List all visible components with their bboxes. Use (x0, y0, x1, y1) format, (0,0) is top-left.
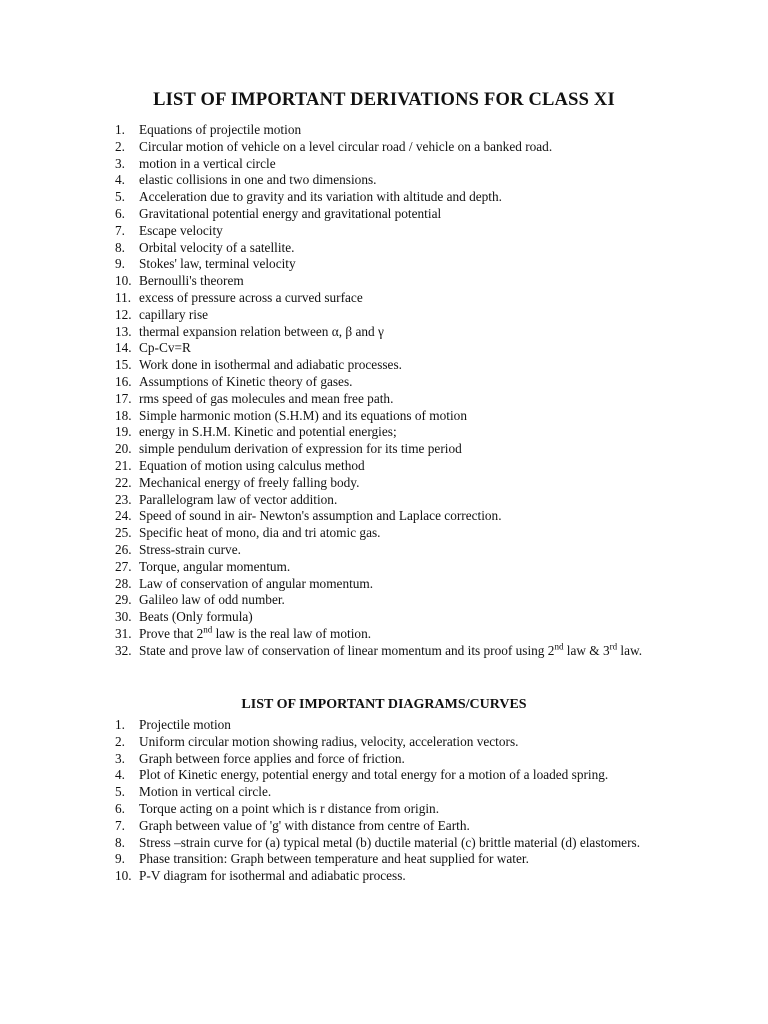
item-number: 29. (115, 592, 132, 608)
item-number: 1. (115, 717, 125, 732)
text-part: law. (617, 642, 643, 658)
item-number: 22. (115, 474, 132, 490)
list-item (115, 240, 675, 257)
item-number: 7. (115, 222, 125, 238)
item-text: Stress-strain curve. (139, 541, 241, 557)
item-text: Simple harmonic motion (S.H.M) and its equations of motion (139, 407, 467, 423)
item-number: 6. (115, 800, 125, 816)
list-item (115, 408, 675, 425)
item-number: 2. (115, 733, 125, 749)
item-text: motion in a vertical circle (139, 155, 276, 171)
list-item (115, 784, 675, 801)
item-number: 10. (115, 273, 132, 289)
superscript: nd (554, 641, 564, 652)
superscript: rd (609, 641, 618, 652)
list-item (115, 290, 675, 307)
item-number: 14. (115, 340, 132, 356)
list-item (115, 374, 675, 391)
list-item (115, 576, 675, 593)
item-number: 1. (115, 122, 125, 137)
page-title: LIST OF IMPORTANT DERIVATIONS FOR CLASS XI (153, 90, 615, 110)
section-heading: LIST OF IMPORTANT DIAGRAMS/CURVES (241, 697, 527, 712)
text-part: Prove that 2 (139, 625, 204, 641)
text-part: law is the real law of motion. (212, 625, 372, 641)
item-number: 9. (115, 256, 125, 272)
item-text (139, 643, 675, 660)
list-item (115, 559, 675, 576)
item-text: energy in S.H.M. Kinetic and potential energies; (139, 424, 397, 440)
item-text: Work done in isothermal and adiabatic processes. (139, 357, 402, 373)
item-text: Cp-Cv=R (139, 340, 191, 356)
item-text: Stress –strain curve for (a) typical metal (b) ductile material (c) brittle material (d) elastomers. (139, 834, 641, 850)
list-item (115, 734, 675, 751)
list-item (115, 256, 675, 273)
item-number: 2. (115, 138, 125, 154)
list-item (115, 458, 675, 475)
item-text: Law of conservation of angular momentum. (139, 575, 374, 591)
list-item (115, 767, 675, 784)
list-item (115, 542, 675, 559)
item-number: 13. (115, 323, 132, 339)
item-text: Specific heat of mono, dia and tri atomic gas. (139, 525, 381, 541)
list-item (115, 340, 675, 357)
list-item (115, 122, 675, 139)
superscript: nd (203, 624, 213, 635)
list-item (115, 206, 675, 223)
item-number: 19. (115, 424, 132, 440)
list-item (115, 156, 675, 173)
item-text: Graph between value of 'g' with distance from centre of Earth. (139, 817, 470, 833)
item-text: rms speed of gas molecules and mean free path. (139, 390, 394, 406)
list-item (115, 424, 675, 441)
item-text: Speed of sound in air- Newton's assumption and Laplace correction. (139, 508, 502, 524)
item-text: Beats (Only formula) (139, 609, 253, 625)
item-text: excess of pressure across a curved surface (139, 289, 363, 305)
text-part: State and prove law of conservation of linear momentum and its proof using 2 (139, 642, 555, 658)
item-number: 15. (115, 357, 132, 373)
item-text: Uniform circular motion showing radius, velocity, acceleration vectors. (139, 733, 519, 749)
item-number: 12. (115, 306, 132, 322)
item-text: capillary rise (139, 306, 209, 322)
item-number: 21. (115, 457, 132, 473)
item-number: 10. (115, 868, 132, 884)
item-number: 5. (115, 189, 125, 205)
list-item (115, 508, 675, 525)
item-text: Phase transition: Graph between temperature and heat supplied for water. (139, 851, 529, 867)
item-text: Circular motion of vehicle on a level circular road / vehicle on a banked road. (139, 138, 553, 154)
item-text: Torque, angular momentum. (139, 558, 291, 574)
item-number: 5. (115, 784, 125, 800)
item-text: Graph between force applies and force of friction. (139, 750, 405, 766)
derivations-list (115, 122, 675, 660)
item-text: Equation of motion using calculus method (139, 457, 365, 473)
item-text (139, 626, 675, 643)
item-number: 20. (115, 441, 132, 457)
item-number: 3. (115, 155, 125, 171)
list-item (115, 525, 675, 542)
list-item (115, 609, 675, 626)
list-item (115, 357, 675, 374)
item-number: 17. (115, 390, 132, 406)
item-text: Bernoulli's theorem (139, 273, 244, 289)
item-number: 9. (115, 851, 125, 867)
item-number: 32. (115, 642, 132, 658)
list-item (115, 626, 675, 643)
list-item (115, 139, 675, 156)
list-item (115, 643, 675, 660)
item-text: Stokes' law, terminal velocity (139, 256, 296, 272)
item-number: 11. (115, 289, 132, 305)
item-text: simple pendulum derivation of expression for its time period (139, 441, 462, 457)
item-number: 23. (115, 491, 132, 507)
list-item (115, 475, 675, 492)
item-number: 28. (115, 575, 132, 591)
item-number: 7. (115, 817, 125, 833)
item-number: 8. (115, 834, 125, 850)
item-text: Galileo law of odd number. (139, 592, 285, 608)
item-text: Orbital velocity of a satellite. (139, 239, 295, 255)
list-item (115, 592, 675, 609)
item-text: Projectile motion (139, 717, 231, 732)
list-item (115, 835, 675, 852)
item-text: Parallelogram law of vector addition. (139, 491, 338, 507)
list-item (115, 801, 675, 818)
item-text: thermal expansion relation between α, β and γ (139, 323, 384, 339)
list-item (115, 868, 675, 885)
list-item (115, 441, 675, 458)
diagrams-list (115, 717, 675, 885)
item-number: 4. (115, 767, 125, 783)
item-text: P-V diagram for isothermal and adiabatic process. (139, 868, 406, 884)
item-number: 25. (115, 525, 132, 541)
list-item (115, 273, 675, 290)
item-number: 24. (115, 508, 132, 524)
list-item (115, 751, 675, 768)
item-text: Gravitational potential energy and gravitational potential (139, 205, 442, 221)
item-number: 31. (115, 625, 132, 641)
item-number: 8. (115, 239, 125, 255)
list-item (115, 492, 675, 509)
list-item (115, 172, 675, 189)
item-number: 18. (115, 407, 132, 423)
item-number: 3. (115, 750, 125, 766)
item-text: elastic collisions in one and two dimensions. (139, 172, 377, 188)
item-text: Acceleration due to gravity and its variation with altitude and depth. (139, 189, 502, 205)
text-part: law & 3 (563, 642, 610, 658)
list-item (115, 717, 675, 734)
item-number: 30. (115, 609, 132, 625)
list-item (115, 307, 675, 324)
item-number: 27. (115, 558, 132, 574)
item-number: 6. (115, 205, 125, 221)
item-text: Mechanical energy of freely falling body. (139, 474, 360, 490)
item-text: Plot of Kinetic energy, potential energy and total energy for a motion of a loaded spring. (139, 767, 609, 783)
list-item (115, 851, 675, 868)
item-text: Escape velocity (139, 222, 223, 238)
item-text: Torque acting on a point which is r distance from origin. (139, 800, 440, 816)
list-item (115, 324, 675, 341)
item-text: Assumptions of Kinetic theory of gases. (139, 373, 353, 389)
item-number: 4. (115, 172, 125, 188)
item-text: Motion in vertical circle. (139, 784, 272, 800)
item-number: 26. (115, 541, 132, 557)
item-number: 16. (115, 373, 132, 389)
list-item (115, 391, 675, 408)
list-item (115, 223, 675, 240)
list-item (115, 189, 675, 206)
list-item (115, 818, 675, 835)
item-text: Equations of projectile motion (139, 122, 302, 137)
